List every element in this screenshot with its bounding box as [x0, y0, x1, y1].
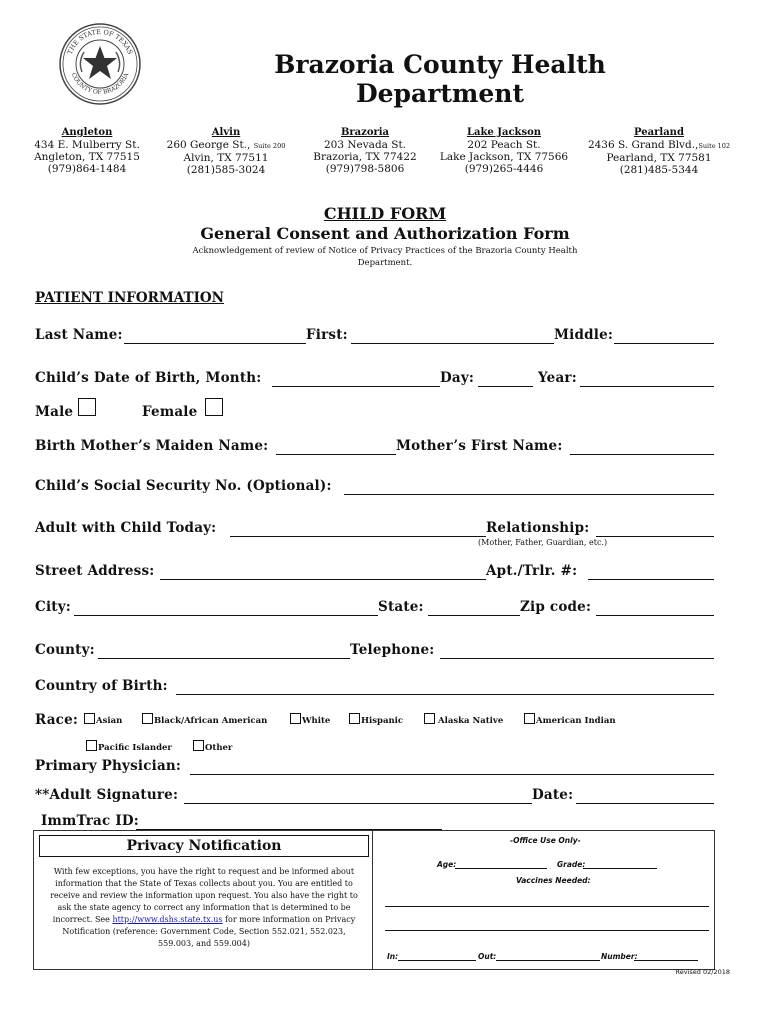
section-title-patient-information: PATIENT INFORMATION [35, 290, 224, 306]
relationship-hint: (Mother, Father, Guardian, etc.) [478, 538, 608, 547]
immtrac-id-label: ImmTrac ID: [41, 813, 139, 829]
zip-code-label: Zip code: [520, 599, 592, 615]
office-city: Alvin, TX 77511 [183, 152, 269, 164]
office-name: Lake Jackson [466, 127, 542, 138]
city-label: City: [35, 599, 71, 615]
first-name-field[interactable] [351, 343, 554, 344]
box-divider [372, 830, 373, 970]
dob-year-label: Year: [538, 370, 577, 386]
race-hispanic-checkbox[interactable] [349, 713, 360, 724]
office-suite: Suite 102 [698, 142, 731, 150]
telephone-label: Telephone: [350, 642, 435, 658]
race-black-checkbox[interactable] [142, 713, 153, 724]
female-label: Female [142, 404, 198, 420]
department-title: Brazoria County Health Department [274, 50, 606, 108]
race-label: Race: [35, 712, 79, 728]
county-seal-image [58, 22, 142, 106]
privacy-text-part: With few exceptions, you have the right to request and be informed about information that the State of Texas collects about you. You are entitled to receive and review the information upon request. You also have the right to ask the state agency to correct any information that is determined to be incorrect. See [50, 867, 358, 924]
form-title: CHILD FORM [323, 204, 447, 223]
office-name: Pearland [634, 127, 684, 138]
race-asian-label: Asian [96, 716, 123, 726]
street-address-field[interactable] [160, 579, 486, 580]
adult-signature-label: **Adult Signature: [35, 787, 179, 803]
apt-field[interactable] [588, 579, 714, 580]
zip-code-field[interactable] [596, 615, 714, 616]
county-field[interactable] [98, 658, 350, 659]
vaccines-line-2[interactable] [385, 930, 709, 931]
telephone-field[interactable] [440, 658, 714, 659]
race-white-checkbox[interactable] [290, 713, 301, 724]
race-alaska-native-label: Alaska Native [438, 716, 504, 726]
date-label: Date: [532, 787, 574, 803]
revised-date: Revised 02/2018 [675, 968, 730, 976]
vaccines-line-1[interactable] [385, 906, 709, 907]
office-name: Brazoria [340, 127, 390, 138]
first-name-label: First: [306, 327, 348, 343]
office-angleton [28, 127, 146, 175]
in-label: In: [387, 952, 399, 961]
office-lake-jackson [436, 127, 572, 175]
race-other-label: Other [205, 743, 233, 753]
office-street: 2436 S. Grand Blvd., [587, 139, 699, 151]
county-label: County: [35, 642, 95, 658]
grade-field[interactable] [583, 868, 657, 869]
city-field[interactable] [74, 615, 378, 616]
dob-day-field[interactable] [478, 386, 533, 387]
privacy-text-part: for more information on Privacy Notification (reference: Government Code, Section 552.021, 552.023, 559.003, and 559.004) [62, 915, 356, 948]
number-label: Number: [601, 952, 638, 961]
ssn-label: Child’s Social Security No. (Optional): [35, 478, 332, 494]
mother-first-name-label: Mother’s First Name: [396, 438, 563, 454]
grade-label: Grade: [557, 860, 586, 869]
country-of-birth-label: Country of Birth: [35, 678, 168, 694]
primary-physician-label: Primary Physician: [35, 758, 182, 774]
state-label: State: [378, 599, 424, 615]
form-subtitle: General Consent and Authorization Form [200, 224, 570, 243]
race-black-label: Black/African American [154, 716, 268, 726]
primary-physician-field[interactable] [190, 774, 714, 775]
race-pacific-islander-checkbox[interactable] [86, 740, 97, 751]
race-american-indian-label: American Indian [536, 716, 616, 726]
male-checkbox[interactable] [78, 398, 96, 416]
acknowledgement-text: Acknowledgement of review of Notice of Privacy Practices of the Brazoria County Health Department. [192, 246, 578, 268]
office-name: Alvin [211, 127, 241, 138]
relationship-field[interactable] [596, 536, 714, 537]
race-alaska-native-checkbox[interactable] [424, 713, 435, 724]
privacy-notification-text [44, 866, 364, 950]
race-asian-checkbox[interactable] [84, 713, 95, 724]
office-city: Lake Jackson, TX 77566 [439, 151, 569, 163]
office-phone: (281)585-3024 [186, 164, 266, 176]
race-hispanic-label: Hispanic [361, 716, 404, 726]
svg-text:COUNTY OF BRAZORIA: COUNTY OF BRAZORIA [69, 71, 131, 97]
out-field[interactable] [496, 960, 600, 961]
street-address-label: Street Address: [35, 563, 155, 579]
office-city: Angleton, TX 77515 [34, 151, 140, 163]
relationship-label: Relationship: [486, 520, 590, 536]
svg-text:THE STATE OF TEXAS: THE STATE OF TEXAS [65, 27, 135, 56]
privacy-notification-heading: Privacy Notification [39, 835, 369, 857]
office-phone: (281)485-5344 [619, 164, 699, 176]
adult-signature-field[interactable] [184, 803, 532, 804]
office-street: 203 Nevada St. [323, 139, 407, 151]
office-street: 202 Peach St. [467, 139, 541, 151]
office-name: Angleton [61, 127, 113, 138]
office-street: 260 George St., [166, 139, 251, 151]
out-label: Out: [478, 952, 497, 961]
country-of-birth-field[interactable] [176, 694, 714, 695]
office-use-heading: -Office Use Only- [510, 836, 581, 845]
middle-name-label: Middle: [554, 327, 614, 343]
last-name-label: Last Name: [35, 327, 123, 343]
male-label: Male [35, 404, 74, 420]
in-field[interactable] [398, 960, 476, 961]
apt-label: Apt./Trlr. #: [486, 563, 578, 579]
state-field[interactable] [428, 615, 520, 616]
adult-with-child-field[interactable] [230, 536, 486, 537]
office-suite: Suite 200 [253, 142, 286, 150]
middle-name-field[interactable] [614, 343, 714, 344]
office-phone: (979)265-4446 [464, 163, 544, 175]
adult-with-child-label: Adult with Child Today: [35, 520, 217, 536]
race-american-indian-checkbox[interactable] [524, 713, 535, 724]
race-other-checkbox[interactable] [193, 740, 204, 751]
ssn-field[interactable] [344, 494, 714, 495]
office-street: 434 E. Mulberry St. [34, 139, 140, 151]
age-label: Age: [437, 860, 457, 869]
dob-month-field[interactable] [272, 386, 440, 387]
office-phone: (979)864-1484 [47, 163, 127, 175]
office-pearland [580, 127, 738, 176]
dob-year-field[interactable] [580, 386, 714, 387]
office-brazoria [305, 127, 425, 175]
dob-day-label: Day: [440, 370, 475, 386]
age-field[interactable] [455, 868, 547, 869]
maiden-name-field[interactable] [276, 454, 396, 455]
office-city: Pearland, TX 77581 [606, 152, 712, 164]
race-pacific-islander-label: Pacific Islander [98, 743, 172, 753]
dshs-link[interactable]: http://www.dshs.state.tx.us [112, 915, 223, 924]
vaccines-needed-label: Vaccines Needed: [516, 876, 591, 885]
dob-month-label: Child’s Date of Birth, Month: [35, 370, 262, 386]
office-city: Brazoria, TX 77422 [313, 151, 417, 163]
maiden-name-label: Birth Mother’s Maiden Name: [35, 438, 269, 454]
female-checkbox[interactable] [205, 398, 223, 416]
date-field[interactable] [576, 803, 714, 804]
number-field[interactable] [634, 960, 698, 961]
last-name-field[interactable] [124, 343, 306, 344]
office-alvin [160, 127, 292, 176]
race-white-label: White [302, 716, 331, 726]
mother-first-name-field[interactable] [570, 454, 714, 455]
office-phone: (979)798-5806 [325, 163, 405, 175]
